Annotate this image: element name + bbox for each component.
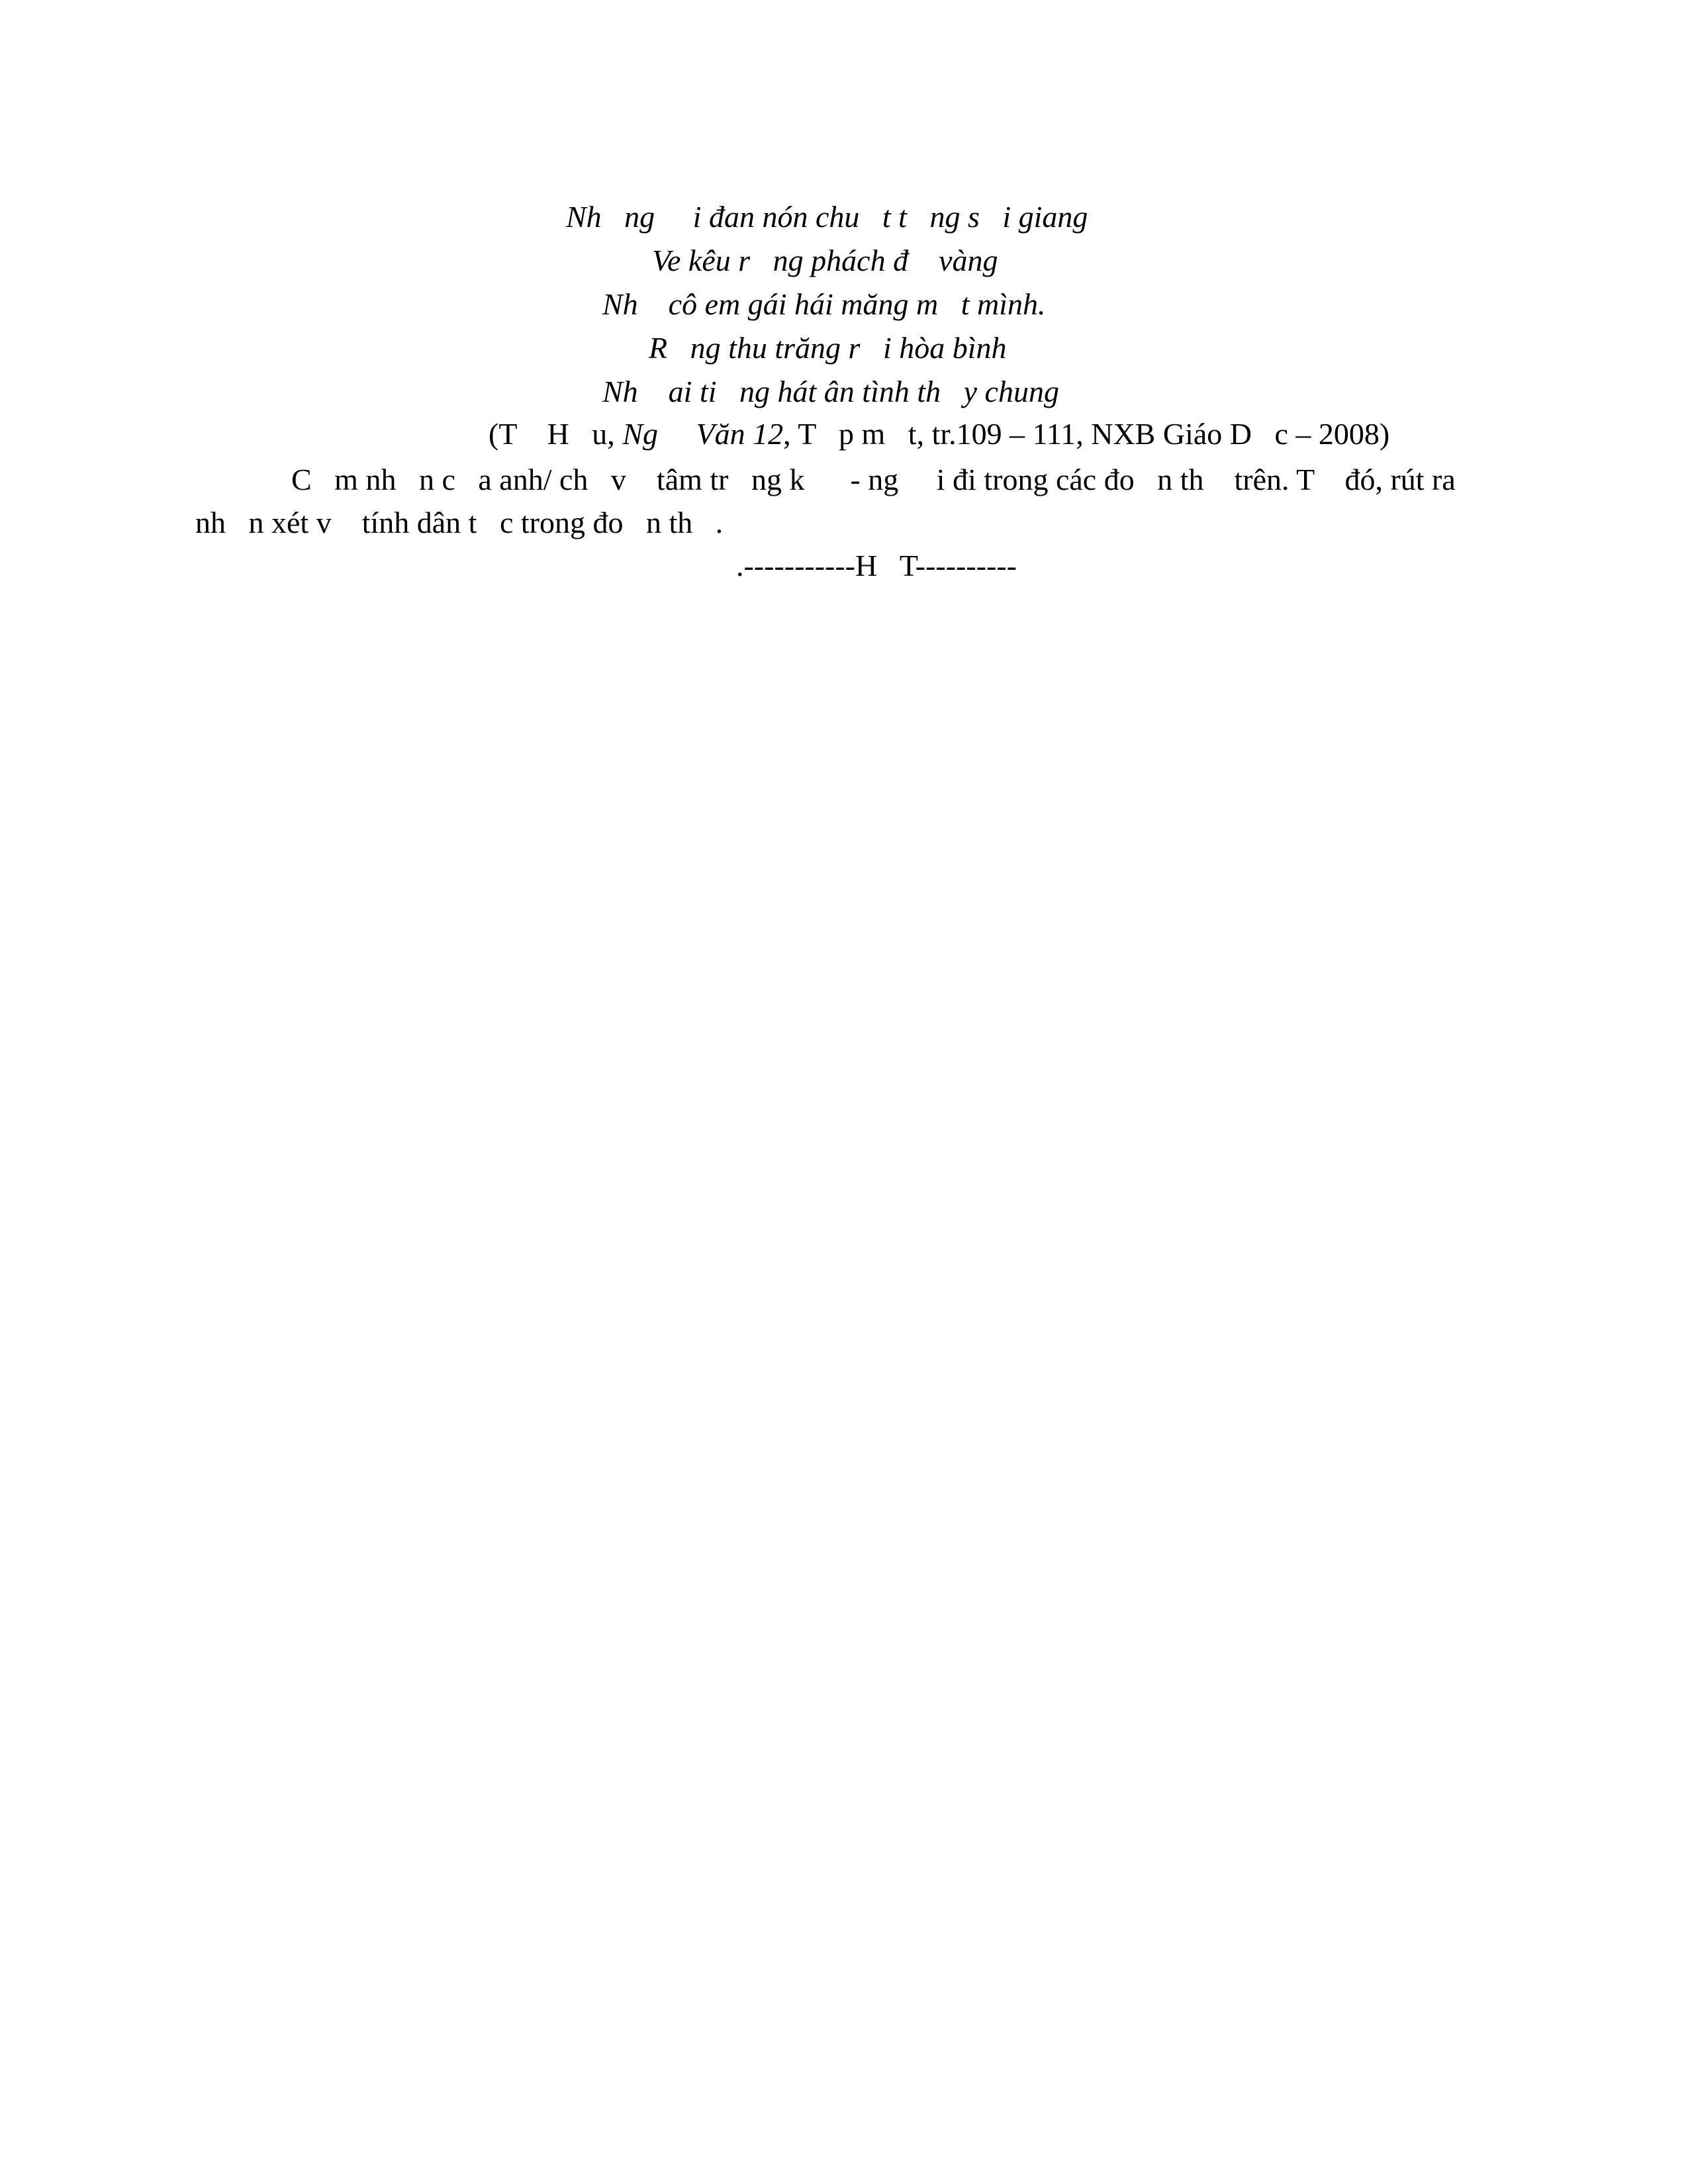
poem-line-3: Nh cô em gái hái măng m t mình. bbox=[602, 287, 1046, 321]
essay-prompt-line-1: C m nh n c a anh/ ch v tâm tr ng k - ng i đi trong các đo n th trên. T đó, rút ra bbox=[291, 463, 1456, 496]
end-of-exam-marker: .-----------H T---------- bbox=[736, 549, 1017, 582]
poem-line-5: Nh ai ti ng hát ân tình th y chung bbox=[602, 375, 1059, 408]
poem-line-1: Nh ng i đan nón chu t t ng s i giang bbox=[566, 200, 1088, 234]
citation-book-title: Ng Văn 12 bbox=[622, 417, 784, 451]
poem-line-4: R ng thu trăng r i hòa bình bbox=[649, 331, 1007, 365]
poem-citation bbox=[489, 419, 1389, 449]
poem-line-2: Ve kêu r ng phách đ vàng bbox=[652, 244, 998, 277]
citation-details: , T p m t, tr.109 – 111, NXB Giáo D c – 2008) bbox=[783, 417, 1390, 451]
essay-prompt-line-2: nh n xét v tính dân t c trong đo n th . bbox=[195, 506, 724, 539]
citation-author: (T H u, bbox=[489, 417, 623, 451]
